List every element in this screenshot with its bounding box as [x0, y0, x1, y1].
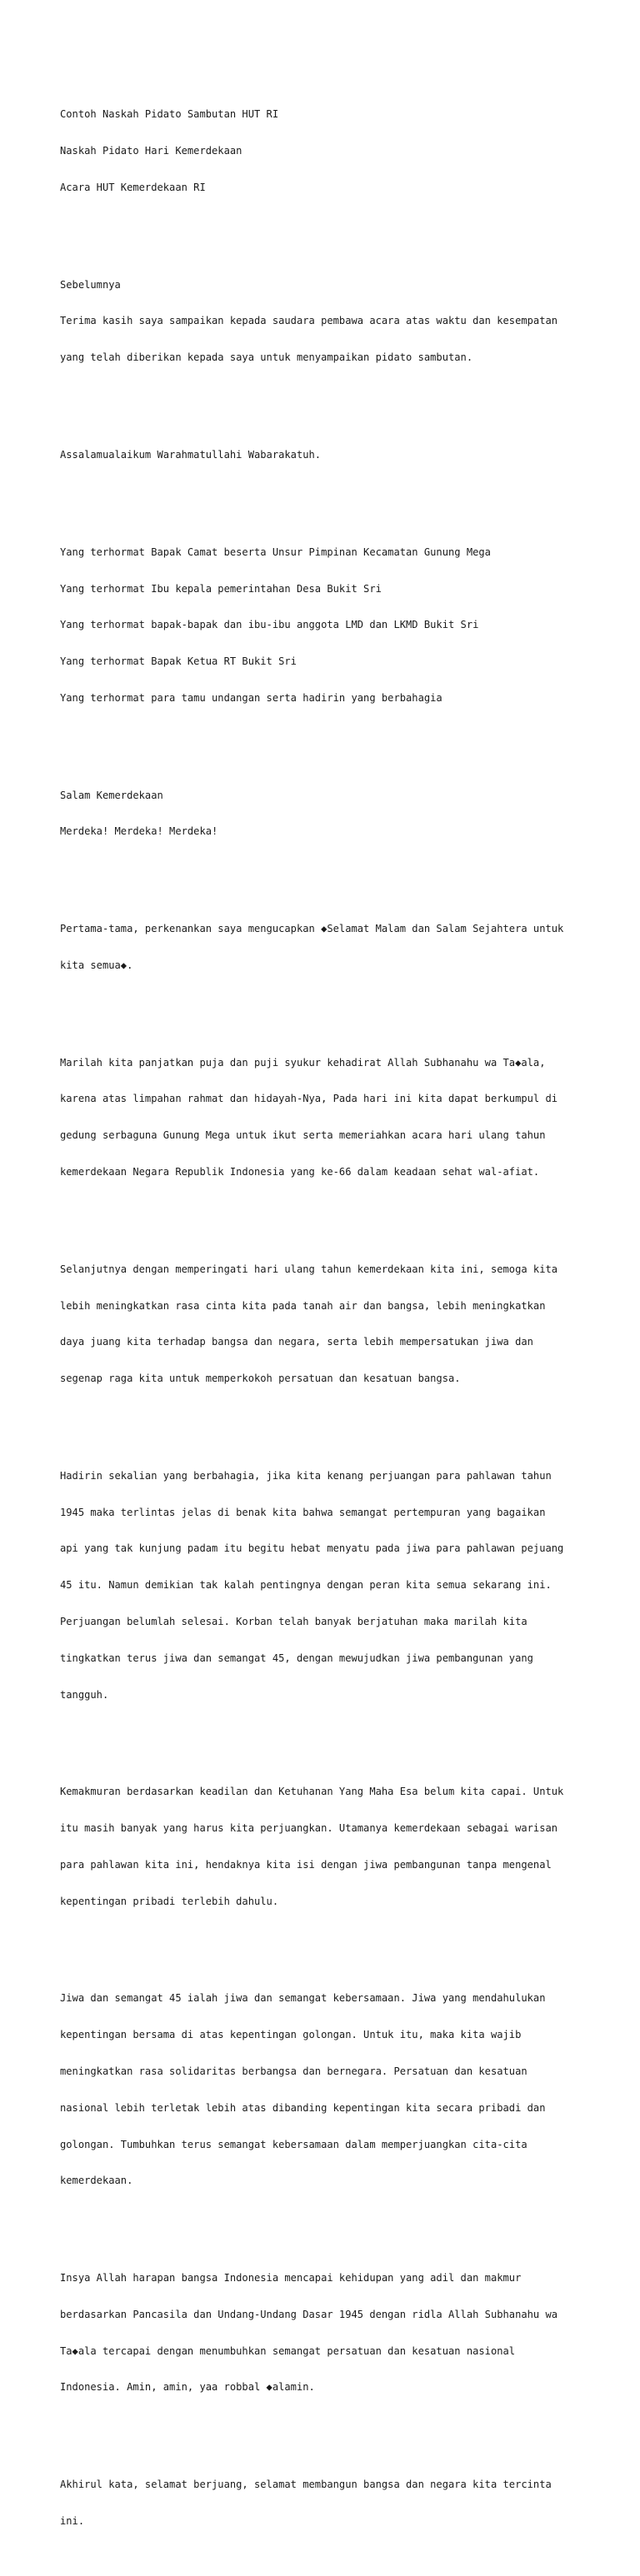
- text-line: Assalamualaikum Warahmatullahi Wabarakatuh.: [60, 449, 322, 461]
- text-line: Akhirul kata, selamat berjuang, selamat membangun bangsa dan negara kita tercinta: [60, 2479, 552, 2491]
- text-line: Marilah kita panjatkan puja dan puji syukur kehadirat Allah Subhanahu wa Ta◆ala,: [60, 1056, 546, 1069]
- text-line: Ta◆ala tercapai dengan menumbuhkan semangat persatuan dan kesatuan nasional: [60, 2344, 516, 2357]
- title-line: Naskah Pidato Hari Kemerdekaan: [60, 145, 242, 157]
- text-line: meningkatkan rasa solidaritas berbangsa dan bernegara. Persatuan dan kesatuan: [60, 2065, 528, 2077]
- document-body: [60, 60, 585, 2576]
- text-line: Terima kasih saya sampaikan kepada saudara pembawa acara atas waktu dan kesempatan: [60, 315, 558, 327]
- paragraph-body: [60, 1033, 585, 1203]
- text-line: api yang tak kunjung padam itu begitu hebat menyatu pada jiwa para pahlawan pejuang: [60, 1542, 564, 1555]
- paragraph-body: [60, 1446, 585, 1726]
- text-line: nasional lebih terletak lebih atas dibanding kepentingan kita secara pribadi dan: [60, 2101, 546, 2114]
- text-line: Yang terhormat Ibu kepala pemerintahan Desa Bukit Sri: [60, 582, 382, 595]
- paragraph-body: [60, 1239, 585, 1409]
- title-line: Acara HUT Kemerdekaan RI: [60, 181, 206, 193]
- text-line: kita semua◆.: [60, 959, 133, 971]
- text-line: daya juang kita terhadap bangsa dan negara, serta lebih mempersatukan jiwa dan: [60, 1336, 533, 1348]
- text-line: segenap raga kita untuk memperkokoh persatuan dan kesatuan bangsa.: [60, 1373, 461, 1385]
- text-line: Indonesia. Amin, amin, yaa robbal ◆alamin.: [60, 2381, 315, 2394]
- paragraph-greeting: [60, 425, 585, 486]
- text-line: Yang terhormat Bapak Ketua RT Bukit Sri: [60, 655, 297, 668]
- text-line: golongan. Tumbuhkan terus semangat kebersamaan dalam memperjuangkan cita-cita: [60, 2138, 528, 2150]
- paragraph-opening: [60, 255, 585, 389]
- text-line: itu masih banyak yang harus kita perjuangkan. Utamanya kemerdekaan sebagai warisan: [60, 1822, 558, 1835]
- text-line: Insya Allah harapan bangsa Indonesia mencapai kehidupan yang adil dan makmur: [60, 2272, 522, 2285]
- paragraph-body: [60, 1761, 585, 1931]
- paragraph-title: [60, 84, 585, 218]
- text-line: Perjuangan belumlah selesai. Korban telah banyak berjatuhan maka marilah kita: [60, 1616, 528, 1627]
- text-line: Salam Kemerdekaan: [60, 789, 163, 801]
- paragraph-body: [60, 1968, 585, 2211]
- text-line: Hadirin sekalian yang berbahagia, jika kita kenang perjuangan para pahlawan tahun: [60, 1469, 552, 1482]
- title-line: Contoh Naskah Pidato Sambutan HUT RI: [60, 108, 279, 121]
- paragraph-body: [60, 899, 585, 996]
- text-line: Kemakmuran berdasarkan keadilan dan Ketuhanan Yang Maha Esa belum kita capai. Untuk: [60, 1786, 564, 1798]
- paragraph-body: [60, 2248, 585, 2418]
- paragraph-salam: [60, 765, 585, 862]
- text-line: Pertama-tama, perkenankan saya mengucapkan ◆Selamat Malam dan Salam Sejahtera untuk: [60, 923, 564, 935]
- text-line: 1945 maka terlintas jelas di benak kita bahwa semangat pertempuran yang bagaikan: [60, 1506, 546, 1518]
- text-line: yang telah diberikan kepada saya untuk menyampaikan pidato sambutan.: [60, 351, 473, 364]
- text-line: karena atas limpahan rahmat dan hidayah-Nya, Pada hari ini kita dapat berkumpul di: [60, 1093, 558, 1105]
- text-line: Selanjutnya dengan memperingati hari ulang tahun kemerdekaan kita ini, semoga kita: [60, 1263, 558, 1275]
- text-line: Sebelumnya: [60, 278, 121, 291]
- text-line: Yang terhormat para tamu undangan serta hadirin yang berbahagia: [60, 691, 442, 704]
- text-line: tingkatkan terus jiwa dan semangat 45, dengan mewujudkan jiwa pembangunan yang: [60, 1652, 533, 1664]
- text-line: Yang terhormat Bapak Camat beserta Unsur Pimpinan Kecamatan Gunung Mega: [60, 546, 491, 558]
- text-line: kemerdekaan Negara Republik Indonesia yang ke-66 dalam keadaan sehat wal-afiat.: [60, 1166, 540, 1178]
- text-line: kemerdekaan.: [60, 2175, 133, 2187]
- text-line: gedung serbaguna Gunung Mega untuk ikut serta memeriahkan acara hari ulang tahun: [60, 1129, 546, 1142]
- text-line: Merdeka! Merdeka! Merdeka!: [60, 825, 218, 838]
- text-line: Jiwa dan semangat 45 ialah jiwa dan semangat kebersamaan. Jiwa yang mendahulukan: [60, 1992, 546, 2005]
- text-line: lebih meningkatkan rasa cinta kita pada tanah air dan bangsa, lebih meningkatkan: [60, 1299, 546, 1312]
- text-line: para pahlawan kita ini, hendaknya kita isi dengan jiwa pembangunan tanpa mengenal: [60, 1858, 552, 1871]
- text-line: berdasarkan Pancasila dan Undang-Undang Dasar 1945 dengan ridla Allah Subhanahu wa: [60, 2308, 558, 2320]
- text-line: Yang terhormat bapak-bapak dan ibu-ibu anggota LMD dan LKMD Bukit Sri: [60, 619, 479, 631]
- paragraph-honorifics: [60, 522, 585, 729]
- text-line: ini.: [60, 2514, 85, 2527]
- text-line: kepentingan bersama di atas kepentingan golongan. Untuk itu, maka kita wajib: [60, 2029, 522, 2041]
- text-line: tangguh.: [60, 1688, 109, 1701]
- text-line: 45 itu. Namun demikian tak kalah pentingnya dengan peran kita semua sekarang ini.: [60, 1579, 552, 1592]
- paragraph-closing: [60, 2454, 585, 2552]
- text-line: kepentingan pribadi terlebih dahulu.: [60, 1895, 279, 1907]
